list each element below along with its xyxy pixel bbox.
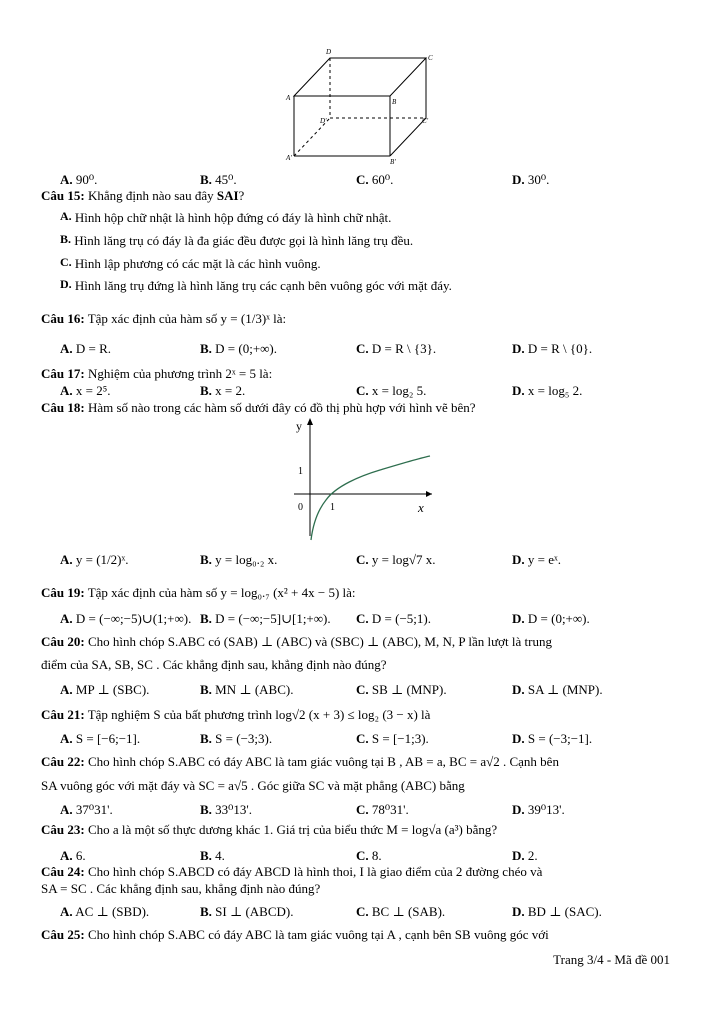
vertex-label-d: D	[326, 48, 332, 56]
q24-question-line2: SA = SC . Các khẳng định sau, khẳng định nào đúng?	[41, 881, 321, 896]
q23-options: A. 6. B. 4. C. 8. D. 2.	[60, 848, 538, 863]
q19-question: Câu 19: Tập xác định của hàm số y = log₀.₇ (x² + 4x − 5) là:	[41, 585, 356, 600]
log-curve	[311, 456, 430, 540]
q16-question: Câu 16: Tập xác định của hàm số y = (1/3)ˣ là:	[41, 311, 287, 326]
q14-options: A. 90⁰. B. 45⁰. C. 60⁰. D. 30⁰.	[60, 172, 550, 187]
q22-question-line2: SA vuông góc với mặt đáy và SC = a√5 . Góc giữa SC và mặt phẳng (ABC) bằng	[41, 778, 465, 793]
graph-tick-y: 1	[298, 466, 303, 477]
q15-statement-c: C. Hình lập phương có các mặt là các hình vuông.	[60, 255, 321, 271]
graph-x-label: x	[418, 500, 424, 515]
vertex-label-c: C	[428, 54, 433, 62]
graph-tick-x: 1	[330, 502, 335, 513]
q16-options: A. D = R. B. D = (0;+∞). C. D = R \ {3}. D. D = R \ {0}.	[60, 341, 593, 356]
q15-statement-a: A. Hình hộp chữ nhật là hình hộp đứng có đáy là hình chữ nhật.	[60, 209, 392, 225]
q17-question: Câu 17: Nghiệm của phương trình 2ˣ = 5 là:	[41, 366, 273, 381]
q25-question-line1: Câu 25: Cho hình chóp S.ABC có đáy ABC là tam giác vuông tại A , cạnh bên SB vuông góc với	[41, 927, 549, 942]
graph-origin-label: 0	[298, 502, 303, 513]
page-footer: Trang 3/4 - Mã đề 001	[553, 952, 670, 967]
q24-question-line1: Câu 24: Cho hình chóp S.ABCD có đáy ABCD là hình thoi, I là giao điểm của 2 đường chéo và	[41, 864, 543, 879]
q15-question: Câu 15: Khẳng định nào sau đây SAI?	[41, 188, 245, 203]
q18-options: A. y = (1/2)ˣ. B. y = log₀.₂ x. C. y = log√7 x. D. y = eˣ.	[60, 552, 561, 567]
q15-statement-b: B. Hình lăng trụ có đáy là đa giác đều được gọi là hình lăng trụ đều.	[60, 232, 414, 248]
x-axis-arrow-icon	[426, 491, 432, 497]
q20-question-line2: điểm của SA, SB, SC . Các khẳng định sau, khẳng định nào đúng?	[41, 657, 387, 672]
q23-question: Câu 23: Cho a là một số thực dương khác 1. Giá trị của biểu thức M = log√a (a³) bằng?	[41, 822, 498, 837]
q22-question-line1: Câu 22: Cho hình chóp S.ABC có đáy ABC là tam giác vuông tại B , AB = a, BC = a√2 . Cạnh bên	[41, 754, 559, 769]
q20-question-line1: Câu 20: Cho hình chóp S.ABC có (SAB) ⊥ (ABC) và (SBC) ⊥ (ABC), M, N, P lần lượt là trung	[41, 634, 552, 649]
vertex-label-d-prime: D'	[320, 117, 327, 125]
graph-y-label: y	[296, 419, 302, 433]
q18-graph	[280, 416, 440, 542]
q21-options: A. S = [−6;−1]. B. S = (−3;3). C. S = [−1;3). D. S = (−3;−1].	[60, 731, 593, 746]
q22-options: A. 37⁰31'. B. 33⁰13'. C. 78⁰31'. D. 39⁰13'.	[60, 802, 565, 817]
q19-options: A. D = (−∞;−5)∪(1;+∞). B. D = (−∞;−5]∪[1;+∞). C. D = (−5;1). D. D = (0;+∞).	[60, 611, 590, 626]
y-axis-arrow-icon	[307, 418, 313, 425]
cube-figure	[280, 44, 440, 168]
vertex-label-a-prime: A'	[286, 154, 292, 162]
q15-statement-d: D. Hình lăng trụ đứng là hình lăng trụ các cạnh bên vuông góc với mặt đáy.	[60, 277, 452, 293]
vertex-label-b: B	[392, 98, 397, 106]
q21-question: Câu 21: Tập nghiệm S của bất phương trình log√2 (x + 3) ≤ log₂ (3 − x) là	[41, 707, 431, 722]
q24-options: A. AC ⊥ (SBD). B. SI ⊥ (ABCD). C. BC ⊥ (SAB). D. BD ⊥ (SAC).	[60, 904, 602, 919]
q20-options: A. MP ⊥ (SBC). B. MN ⊥ (ABC). C. SB ⊥ (MNP). D. SA ⊥ (MNP).	[60, 682, 603, 697]
q18-question: Câu 18: Hàm số nào trong các hàm số dưới đây có đồ thị phù hợp với hình vẽ bên?	[41, 400, 476, 415]
vertex-label-b-prime: B'	[390, 158, 396, 166]
q17-options: A. x = 2⁵. B. x = 2. C. x = log₂ 5. D. x = log₅ 2.	[60, 383, 583, 398]
vertex-label-c-prime: C'	[422, 117, 429, 125]
vertex-label-a: A	[286, 94, 291, 102]
